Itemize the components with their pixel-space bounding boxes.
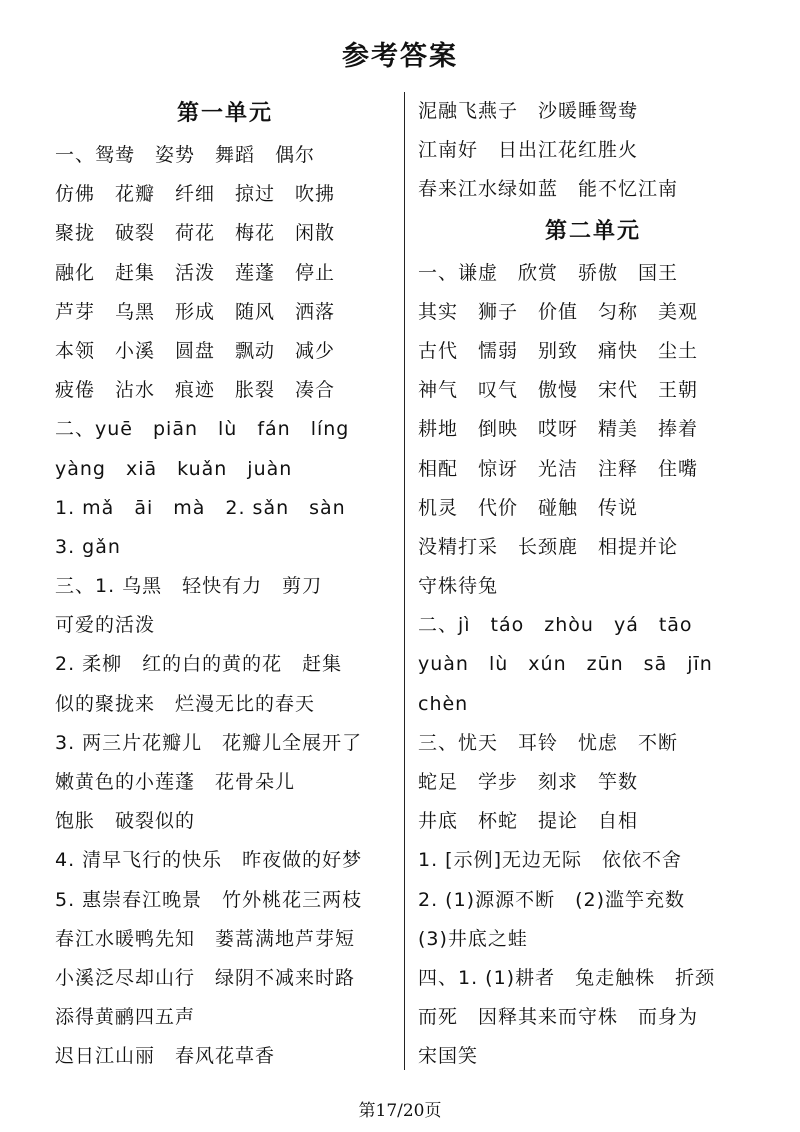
answer-line: 饱胀 破裂似的 [55,810,196,833]
answer-line: 2. (1)源源不断 (2)滥竽充数 [418,888,685,911]
answer-line: 3. 两三片花瓣儿 花瓣儿全展开了 [55,731,363,754]
answer-line: 泥融飞燕子 沙暖睡鸳鸯 [418,100,639,122]
answer-line: 宋国笑 [418,1045,479,1068]
answer-line: 四、1. (1)耕者 兔走触株 折颈 [418,966,716,989]
unit-heading: 第一单元 [176,101,273,126]
answer-line: (3)井底之蛙 [418,927,528,950]
answer-line: 添得黄鹂四五声 [55,1006,196,1029]
answer-line: 5. 惠崇春江晚景 竹外桃花三两枝 [55,888,363,911]
answer-line: 春来江水绿如蓝 能不忆江南 [418,178,679,201]
answer-line: 机灵 代价 碰触 传说 [418,496,639,519]
answer-line: 相配 惊讶 光洁 注释 住嘴 [418,457,699,480]
answer-line: 古代 懦弱 别致 痛快 尘土 [418,339,699,362]
answer-line: 其实 狮子 价值 匀称 美观 [418,300,699,323]
answer-line: 蛇足 学步 刻求 竽数 [418,771,639,793]
answer-line: 芦芽 乌黑 形成 随风 洒落 [55,300,336,323]
answer-line: yàng xiā kuǎn juàn [55,457,293,480]
page-number: 第17/20页 [358,1101,442,1121]
answer-line: 春江水暖鸭先知 蒌蒿满地芦芽短 [55,927,356,950]
answer-line: 可爱的活泼 [55,614,156,637]
answer-line: 仿佛 花瓣 纤细 掠过 吹拂 [55,183,336,206]
answer-line: 4. 清早飞行的快乐 昨夜做的好梦 [55,849,363,872]
answer-line: 而死 因释其来而守株 而身为 [418,1006,699,1029]
answer-line: 没精打采 长颈鹿 相提并论 [418,535,679,558]
answer-line: 疲倦 沾水 痕迹 胀裂 凑合 [55,379,336,402]
answer-line: 本领 小溪 圆盘 飘动 减少 [55,339,336,362]
answer-line: 神气 叹气 傲慢 宋代 王朝 [418,379,699,402]
answer-line: 一、谦虚 欣赏 骄傲 国王 [418,261,679,284]
answer-line: 融化 赶集 活泼 莲蓬 停止 [55,261,336,284]
answer-line: 三、忧天 耳铃 忧虑 不断 [418,731,679,754]
answer-line: yuàn lù xún zūn sā jīn [418,653,713,676]
unit-heading: 第二单元 [544,218,641,244]
answer-line: 迟日江山丽 春风花草香 [55,1045,276,1068]
answer-line: 三、1. 乌黑 轻快有力 剪刀 [55,575,323,598]
answer-line: 江南好 日出江花红胜火 [418,139,639,162]
answer-line: 1. [示例]无边无际 依依不舍 [418,849,682,872]
answer-line: 似的聚拢来 烂漫无比的春天 [55,692,316,715]
answer-line: 3. gǎn [55,535,121,558]
answer-line: 守株待兔 [418,575,499,598]
column-divider [404,92,405,1070]
right-column [418,92,768,1077]
answer-line: 1. mǎ āi mà 2. sǎn sàn [55,496,346,519]
answer-line: 耕地 倒映 哎呀 精美 捧着 [418,418,699,441]
left-column [55,92,395,1077]
page-title: 参考答案 [342,41,458,72]
answer-line: chèn [418,692,469,715]
answer-line: 井底 杯蛇 提论 自相 [418,810,639,833]
answer-line: 二、yuē piān lù fán líng [55,418,350,441]
answer-line: 小溪泛尽却山行 绿阴不减来时路 [55,966,356,989]
answer-line: 嫩黄色的小莲蓬 花骨朵儿 [55,771,296,793]
answer-line: 一、鸳鸯 姿势 舞蹈 偶尔 [55,144,316,166]
answer-line: 二、jì táo zhòu yá tāo [418,614,693,637]
answer-line: 2. 柔柳 红的白的黄的花 赶集 [55,653,343,676]
answer-line: 聚拢 破裂 荷花 梅花 闲散 [55,222,336,245]
